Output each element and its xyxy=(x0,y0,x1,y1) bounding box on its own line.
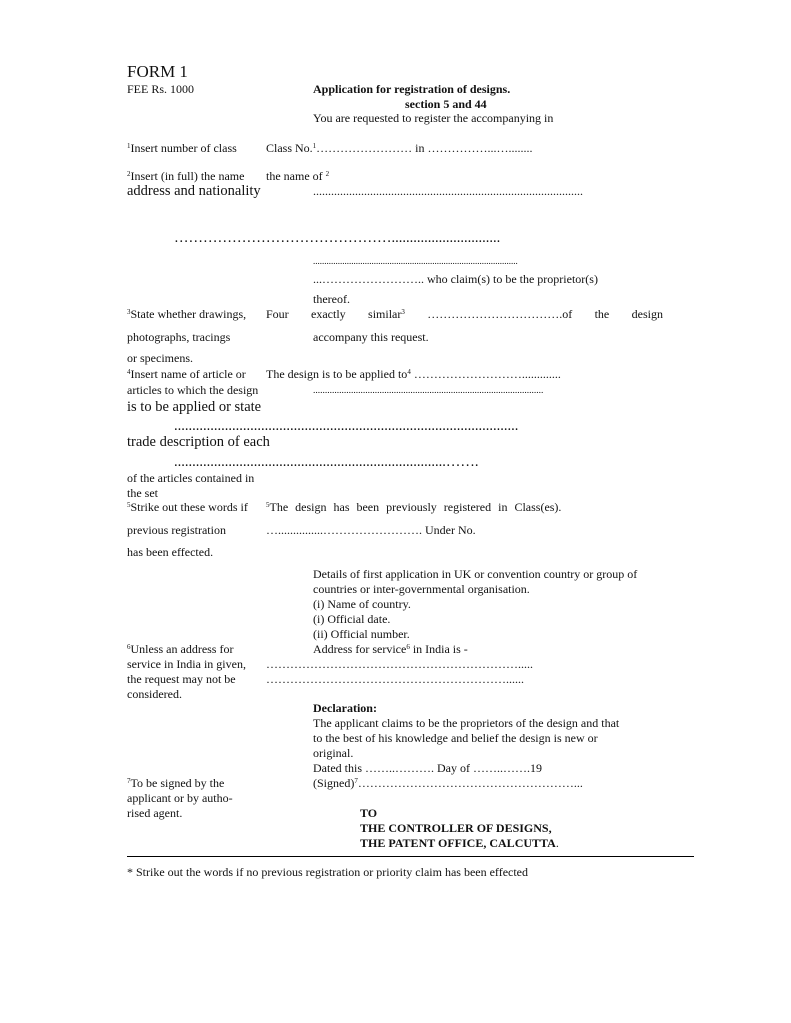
addressee-to: TO xyxy=(360,806,378,820)
details-item-number: (ii) Official number. xyxy=(313,627,410,641)
dated-line: Dated this ……..………. Day of ……..…….19 xyxy=(313,761,542,775)
fee-label: FEE Rs. 1000 xyxy=(127,82,195,96)
note-6-line3: the request may not be xyxy=(127,672,236,686)
article-dots-2: ............................................................................................... xyxy=(174,418,519,434)
request-line: You are requested to register the accompanying in xyxy=(313,111,554,125)
name-of-label: the name of $^2$ xyxy=(266,169,330,183)
service-dots-1: ………………………………………………………..... xyxy=(266,657,533,671)
note-4-line2: articles to which the design xyxy=(127,383,259,397)
form-section: section 5 and 44 xyxy=(405,97,487,111)
note-5: $^5$Strike out these words if xyxy=(127,500,248,514)
note-4-line6: the set xyxy=(127,486,158,500)
note-3-line3: or specimens. xyxy=(127,351,193,365)
note-6: $^6$Unless an address for xyxy=(127,642,234,656)
thereof: thereof. xyxy=(313,292,350,306)
note-4-line3: is to be applied or state xyxy=(127,399,262,415)
service-dots-2: ……………………………………………………...... xyxy=(266,672,524,686)
addressee-controller: THE CONTROLLER OF DESIGNS, xyxy=(360,821,552,835)
footnote-divider xyxy=(127,856,694,857)
details-line-1: Details of first application in UK or convention country or group of xyxy=(313,567,638,581)
declaration-line-1: The applicant claims to be the proprietors of the design and that xyxy=(313,716,620,730)
note-6-line4: considered. xyxy=(127,687,182,701)
class-no-field: Class No.$^1$…………………… in ……………...…........ xyxy=(266,141,533,155)
note-3: $^3$State whether drawings, xyxy=(127,307,247,321)
article-dots-1: ................................................................................................. xyxy=(313,386,544,396)
drawings-line: Four exactly similar$^3$ …………………………….of the design xyxy=(266,307,663,321)
under-no-line: …...............……………………. Under No. xyxy=(266,523,476,537)
form-number: FORM 1 xyxy=(127,62,188,81)
declaration-line-3: original. xyxy=(313,746,354,760)
accompany-text: accompany this request. xyxy=(313,330,429,344)
footnote: * Strike out the words if no previous registration or priority claim has been effected xyxy=(127,865,529,879)
details-line-2: countries or inter-governmental organisation. xyxy=(313,582,530,596)
note-7-line3: rised agent. xyxy=(127,806,183,820)
previous-registration-text: $^5$The design has been previously registered in Class(es). xyxy=(266,500,562,514)
name-dots-1: .......................................................................................... xyxy=(313,184,583,198)
note-3-line2: photographs, tracings xyxy=(127,330,231,344)
note-6-line2: service in India in given, xyxy=(127,657,246,671)
note-2: $^2$Insert (in full) the name xyxy=(127,169,245,183)
address-for-service: Address for service$^6$ in India is - xyxy=(313,642,468,656)
note-4-line5: of the articles contained in xyxy=(127,471,255,485)
declaration-heading: Declaration: xyxy=(313,701,377,715)
note-4: $^4$Insert name of article or xyxy=(127,367,246,381)
note-5-line3: has been effected. xyxy=(127,545,214,559)
addressee-office: THE PATENT OFFICE, CALCUTTA. xyxy=(360,836,559,850)
signed-line: (Signed)$^7$………………………………………………... xyxy=(313,776,583,790)
note-1: $^1$Insert number of class xyxy=(127,141,237,155)
note-4-line4: trade description of each xyxy=(127,434,270,450)
article-dots-3: ...........................................................................……. xyxy=(174,454,479,470)
declaration-line-2: to the best of his knowledge and belief the design is new or xyxy=(313,731,598,745)
name-dots-3: ........................................................................................... xyxy=(313,256,518,266)
form-title: Application for registration of designs. xyxy=(313,82,511,96)
note-5-line2: previous registration xyxy=(127,523,226,537)
proprietor-line: ...…………………….. who claim(s) to be the proprietor(s) xyxy=(313,272,598,286)
note-7: $^7$To be signed by the xyxy=(127,776,225,790)
note-2-cont: address and nationality xyxy=(127,183,261,199)
name-dots-2: ……………………………………….............................. xyxy=(174,230,501,246)
details-item-country: (i) Name of country. xyxy=(313,597,411,611)
note-7-line2: applicant or by autho- xyxy=(127,791,233,805)
applied-to-line: The design is to be applied $to^4$ ………………………............. xyxy=(266,367,561,381)
details-item-date: (i) Official date. xyxy=(313,612,391,626)
